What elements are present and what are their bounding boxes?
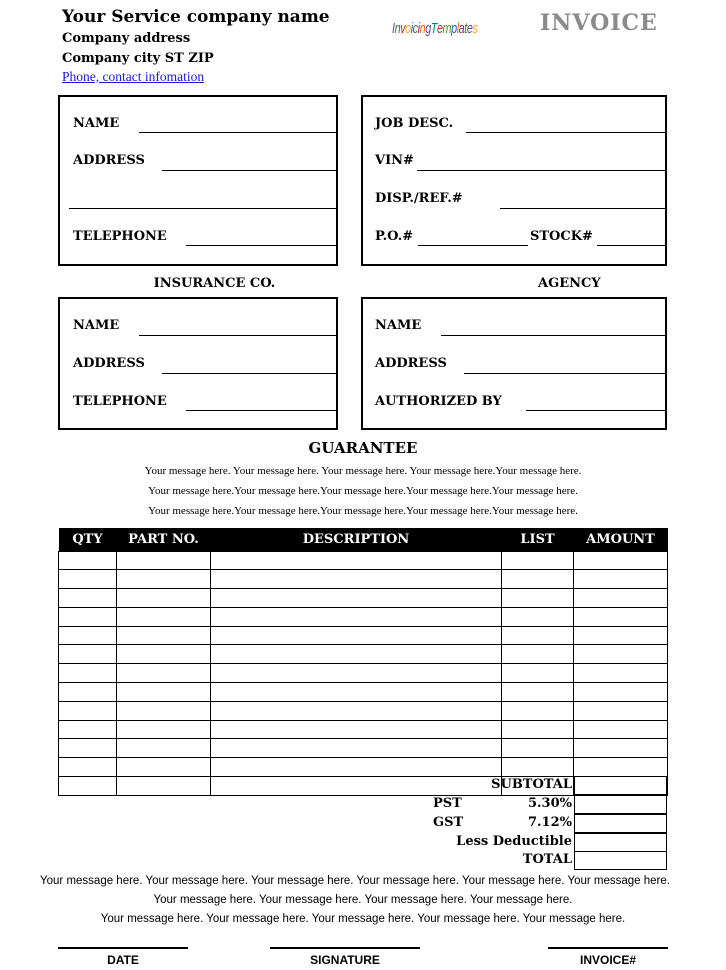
table-row	[59, 626, 668, 645]
table-row	[59, 758, 668, 777]
items-body	[59, 551, 668, 795]
agency-authorized-label: AUTHORIZED BY	[375, 394, 502, 409]
customer-address-label: ADDRESS	[73, 153, 145, 168]
list-cell[interactable]	[502, 739, 574, 758]
description-cell[interactable]	[211, 551, 502, 570]
amount-cell[interactable]	[574, 570, 668, 589]
invoicing-templates-logo	[392, 20, 477, 37]
insurance-telephone-label: TELEPHONE	[73, 394, 167, 409]
insurance-address-line[interactable]	[162, 373, 337, 374]
table-header-row	[59, 528, 668, 551]
customer-address-line-2[interactable]	[69, 208, 337, 209]
table-row	[59, 701, 668, 720]
logo-letter: e	[466, 20, 473, 37]
subtotal-cell[interactable]	[574, 776, 667, 795]
qty-cell[interactable]	[59, 758, 117, 777]
invoice-number-label: INVOICE#	[579, 953, 636, 967]
qty-cell[interactable]	[59, 739, 117, 758]
table-row	[59, 683, 668, 702]
table-row	[59, 645, 668, 664]
logo-letter: p	[451, 20, 457, 37]
footer-message-line: Your message here. Your message here. Your message here. Your message here. Your message here. Your message here.	[40, 875, 670, 887]
logo-letter: c	[412, 20, 418, 37]
pst-rate: 5.30%	[527, 796, 572, 811]
pst-cell[interactable]	[574, 795, 667, 814]
table-row	[59, 589, 668, 608]
list-cell[interactable]	[502, 570, 574, 589]
agency-authorized-line[interactable]	[526, 410, 666, 411]
amount-cell[interactable]	[574, 701, 668, 720]
logo-letter: t	[464, 20, 467, 37]
gst-rate: 7.12%	[527, 815, 572, 830]
gst-cell[interactable]	[574, 814, 667, 833]
qty-cell[interactable]	[59, 701, 117, 720]
description-cell[interactable]	[211, 570, 502, 589]
qty-cell[interactable]	[59, 551, 117, 570]
list-cell[interactable]	[502, 701, 574, 720]
table-row	[59, 664, 668, 683]
description-cell[interactable]	[211, 701, 502, 720]
description-cell[interactable]	[211, 758, 502, 777]
part-no-cell[interactable]	[117, 551, 211, 570]
description-cell[interactable]	[211, 777, 502, 796]
guarantee-line: Your message here. Your message here. Your message here. Your message here.Your message here.	[144, 465, 582, 477]
part-no-cell[interactable]	[117, 607, 211, 626]
amount-header: AMOUNT	[574, 528, 668, 551]
amount-cell[interactable]	[574, 607, 668, 626]
qty-cell[interactable]	[59, 570, 117, 589]
logo-letter: e	[436, 20, 443, 37]
stock-line[interactable]	[597, 245, 666, 246]
part-no-cell[interactable]	[117, 720, 211, 739]
table-row	[59, 720, 668, 739]
part-no-cell[interactable]	[117, 626, 211, 645]
qty-cell[interactable]	[59, 720, 117, 739]
table-row	[59, 551, 668, 570]
items-table	[58, 528, 668, 796]
qty-cell[interactable]	[59, 626, 117, 645]
logo-letter: a	[458, 20, 465, 37]
qty-cell[interactable]	[59, 683, 117, 702]
list-cell[interactable]	[502, 551, 574, 570]
list-cell[interactable]	[502, 758, 574, 777]
footer-message-line: Your message here. Your message here. Your message here. Your message here.	[153, 894, 573, 906]
amount-cell[interactable]	[574, 720, 668, 739]
part-no-cell[interactable]	[117, 739, 211, 758]
list-cell[interactable]	[502, 607, 574, 626]
customer-address-line[interactable]	[162, 170, 337, 171]
invoice-number-line[interactable]	[548, 947, 668, 949]
logo-letter: i	[417, 20, 420, 37]
qty-cell[interactable]	[59, 664, 117, 683]
logo-letter: n	[394, 20, 401, 37]
agency-title: AGENCY	[538, 276, 601, 291]
total-label: TOTAL	[522, 852, 572, 867]
gst-label: GST	[433, 815, 464, 830]
description-cell[interactable]	[211, 607, 502, 626]
signature-label: SIGNATURE	[310, 953, 380, 967]
qty-cell[interactable]	[59, 777, 117, 796]
part-no-cell[interactable]	[117, 777, 211, 796]
part-no-cell[interactable]	[117, 701, 211, 720]
date-label: DATE	[107, 953, 139, 967]
part-no-cell[interactable]	[117, 758, 211, 777]
customer-name-line[interactable]	[139, 132, 337, 133]
qty-cell[interactable]	[59, 645, 117, 664]
logo-letter: n	[419, 20, 426, 37]
table-row	[59, 570, 668, 589]
job-desc-label: JOB DESC.	[375, 116, 454, 131]
logo-letter: g	[425, 20, 431, 37]
stock-label: STOCK#	[530, 229, 593, 244]
amount-cell[interactable]	[574, 645, 668, 664]
list-cell[interactable]	[502, 626, 574, 645]
pst-label: PST	[433, 796, 462, 811]
footer-message-line: Your message here. Your message here. Your message here. Your message here. Your message here.	[100, 913, 626, 925]
description-cell[interactable]	[211, 664, 502, 683]
logo-letter: v	[400, 20, 406, 37]
part-no-cell[interactable]	[117, 645, 211, 664]
amount-cell[interactable]	[574, 589, 668, 608]
table-row	[59, 739, 668, 758]
logo-letter: T	[430, 20, 437, 37]
description-cell[interactable]	[211, 683, 502, 702]
customer-name-label: NAME	[73, 116, 120, 131]
description-cell[interactable]	[211, 589, 502, 608]
po-line[interactable]	[418, 245, 528, 246]
logo-letter: l	[456, 20, 459, 37]
insurance-telephone-line[interactable]	[186, 410, 337, 411]
company-address: Company address	[62, 31, 191, 46]
list-cell[interactable]	[502, 664, 574, 683]
logo-letter: I	[392, 20, 395, 37]
amount-cell[interactable]	[574, 758, 668, 777]
signature-line[interactable]	[270, 947, 420, 949]
vin-label: VIN#	[375, 153, 414, 168]
part-no-cell[interactable]	[117, 683, 211, 702]
amount-cell[interactable]	[574, 683, 668, 702]
insurance-name-line[interactable]	[139, 335, 337, 336]
description-cell[interactable]	[211, 720, 502, 739]
part-no-cell[interactable]	[117, 570, 211, 589]
list-header: LIST	[502, 528, 574, 551]
part-no-cell[interactable]	[117, 664, 211, 683]
guarantee-title: GUARANTEE	[308, 439, 418, 457]
job-desc-line[interactable]	[466, 132, 666, 133]
qty-cell[interactable]	[59, 607, 117, 626]
total-cell[interactable]	[574, 851, 667, 870]
vin-line[interactable]	[417, 170, 666, 171]
list-cell[interactable]	[502, 720, 574, 739]
company-city: Company city ST ZIP	[62, 51, 214, 66]
insurance-name-label: NAME	[73, 318, 120, 333]
list-cell[interactable]	[502, 683, 574, 702]
table-row	[59, 607, 668, 626]
guarantee-line: Your message here.Your message here.Your message here.Your message here.Your message here.	[148, 485, 578, 497]
part-no-header: PART NO.	[117, 528, 211, 551]
invoice-title: INVOICE	[540, 10, 658, 36]
agency-address-line[interactable]	[464, 373, 666, 374]
agency-name-line[interactable]	[441, 335, 666, 336]
deductible-cell[interactable]	[574, 833, 667, 852]
phone-contact-link[interactable]: Phone, contact infomation	[62, 69, 205, 84]
guarantee-line: Your message here.Your message here.Your message here.Your message here.Your message here.	[148, 505, 578, 517]
agency-name-label: NAME	[375, 318, 422, 333]
description-header: DESCRIPTION	[211, 528, 502, 551]
logo-letter: i	[410, 20, 413, 37]
customer-telephone-line[interactable]	[186, 245, 337, 246]
subtotal-label: SUBTOTAL	[491, 777, 572, 792]
insurance-title: INSURANCE CO.	[153, 276, 276, 291]
agency-address-label: ADDRESS	[375, 356, 447, 371]
description-cell[interactable]	[211, 645, 502, 664]
list-cell[interactable]	[502, 645, 574, 664]
customer-telephone-label: TELEPHONE	[73, 229, 167, 244]
logo-letter: o	[405, 20, 411, 37]
company-name: Your Service company name	[62, 7, 330, 27]
amount-cell[interactable]	[574, 664, 668, 683]
part-no-cell[interactable]	[117, 589, 211, 608]
list-cell[interactable]	[502, 589, 574, 608]
amount-cell[interactable]	[574, 626, 668, 645]
amount-cell[interactable]	[574, 739, 668, 758]
amount-cell[interactable]	[574, 551, 668, 570]
qty-header: QTY	[59, 528, 117, 551]
logo-letter: s	[472, 20, 478, 37]
description-cell[interactable]	[211, 626, 502, 645]
insurance-address-label: ADDRESS	[73, 356, 145, 371]
disp-ref-line[interactable]	[500, 208, 666, 209]
disp-ref-label: DISP./REF.#	[375, 191, 463, 206]
deductible-label: Less Deductible	[456, 834, 572, 849]
description-cell[interactable]	[211, 739, 502, 758]
qty-cell[interactable]	[59, 589, 117, 608]
logo-letter: m	[442, 20, 452, 37]
po-label: P.O.#	[375, 229, 414, 244]
date-line[interactable]	[58, 947, 188, 949]
